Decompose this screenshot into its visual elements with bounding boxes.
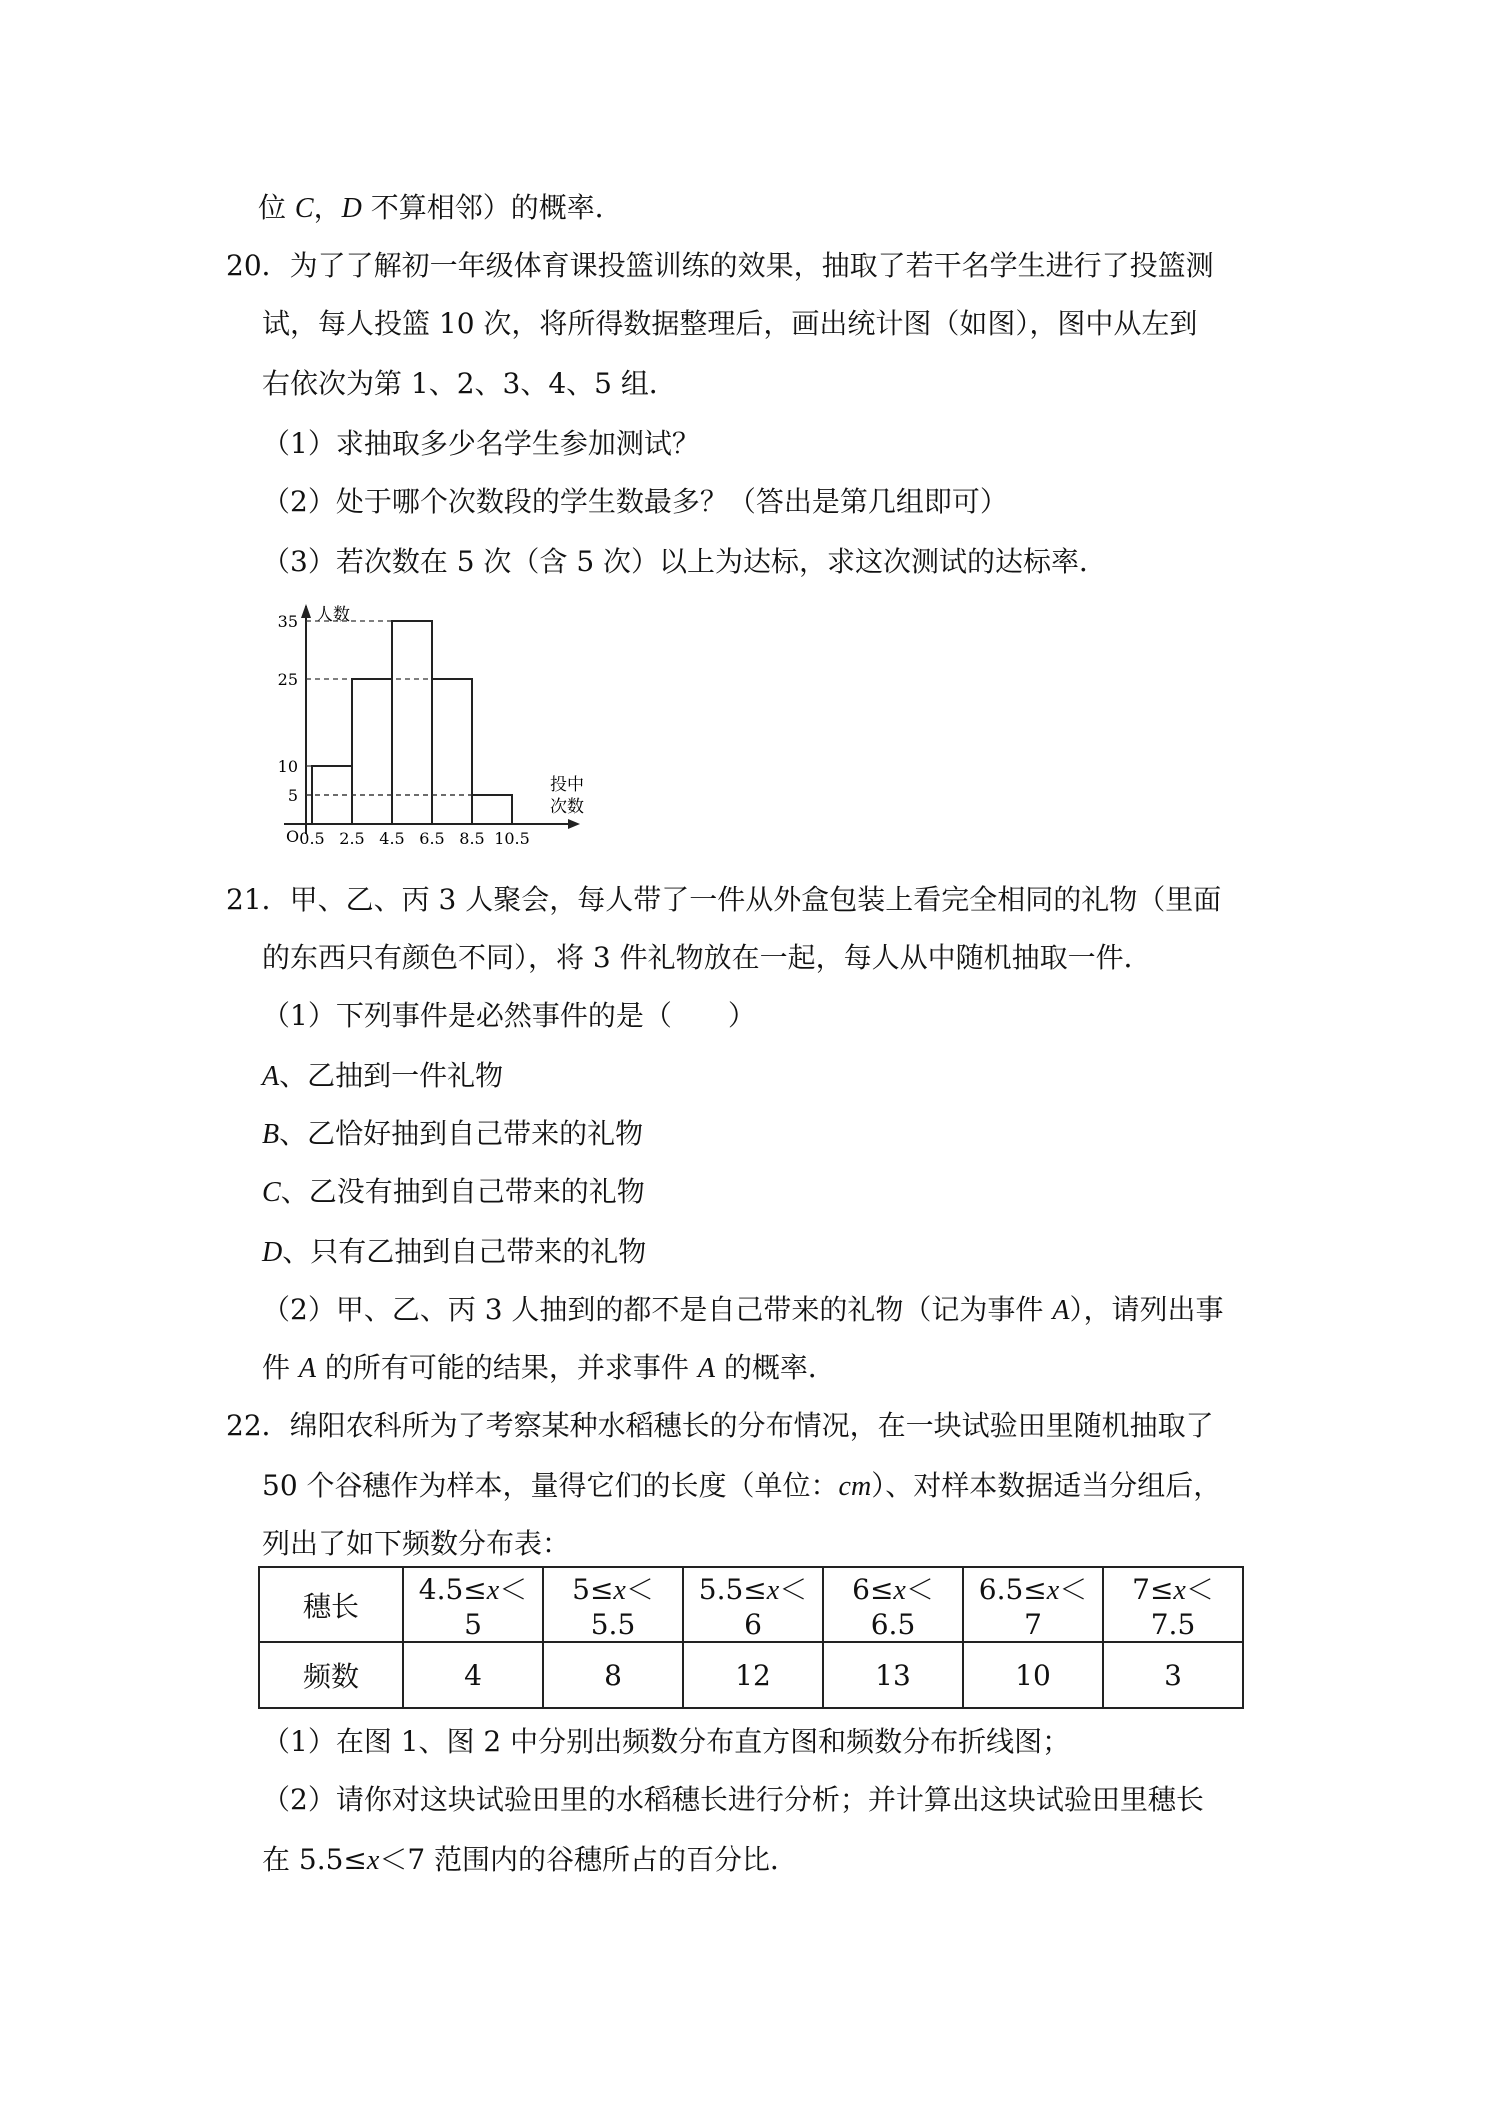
table-cell: 7≤x＜7.5 xyxy=(1103,1567,1243,1642)
question-20-part2: （2）处于哪个次数段的学生数最多？（答出是第几组即可） xyxy=(262,485,1008,518)
option-a: A、乙抽到一件礼物 xyxy=(262,1059,504,1092)
question-20-part1: （1）求抽取多少名学生参加测试？ xyxy=(262,427,700,460)
question-22-part1: （1）在图 1、图 2 中分别出频数分布直方图和频数分布折线图； xyxy=(262,1725,1071,1758)
question-20-stem: 20．为了了解初一年级体育课投篮训练的效果，抽取了若干名学生进行了投篮测 xyxy=(226,249,1214,282)
table-header-cell: 穗长 xyxy=(259,1567,403,1642)
x-axis-arrow xyxy=(568,819,580,829)
question-21-part1: （1）下列事件是必然事件的是（ ） xyxy=(262,999,756,1032)
question-22-stem-line2: 50 个谷穗作为样本，量得它们的长度（单位：cm）、对样本数据适当分组后， xyxy=(262,1469,1222,1502)
table-cell: 13 xyxy=(823,1642,963,1708)
x-axis-label: 次数 xyxy=(550,797,584,817)
option-c: C、乙没有抽到自己带来的礼物 xyxy=(262,1175,645,1208)
option-d: D、只有乙抽到自己带来的礼物 xyxy=(262,1235,647,1268)
question-21-part2-line2: 件 A 的所有可能的结果，并求事件 A 的概率． xyxy=(262,1351,836,1384)
x-tick-label: 2.5 xyxy=(339,829,365,848)
table-cell: 5≤x＜5.5 xyxy=(543,1567,683,1642)
x-tick-label: 10.5 xyxy=(494,829,530,848)
question-21-stem: 21．甲、乙、丙 3 人聚会，每人带了一件从外盒包装上看完全相同的礼物（里面 xyxy=(226,883,1222,916)
table-row xyxy=(259,1567,1243,1642)
histogram-bar xyxy=(392,621,432,824)
table-cell: 5.5≤x＜6 xyxy=(683,1567,823,1642)
x-tick-label: 0.5 xyxy=(299,829,325,848)
histogram-bar xyxy=(472,795,512,824)
x-tick-label: 6.5 xyxy=(419,829,445,848)
question-20-part3: （3）若次数在 5 次（含 5 次）以上为达标，求这次测试的达标率． xyxy=(262,545,1108,578)
table-cell: 4 xyxy=(403,1642,543,1708)
question-22-stem: 22．绵阳农科所为了考察某种水稻穗长的分布情况，在一块试验田里随机抽取了 xyxy=(226,1409,1214,1442)
option-b: B、乙恰好抽到自己带来的礼物 xyxy=(262,1117,644,1150)
y-tick-label: 25 xyxy=(277,670,298,689)
table-cell: 6≤x＜6.5 xyxy=(823,1567,963,1642)
table-header-cell: 频数 xyxy=(259,1642,403,1708)
y-tick-label: 10 xyxy=(277,757,298,776)
table-cell: 8 xyxy=(543,1642,683,1708)
question-22-stem-line3: 列出了如下频数分布表： xyxy=(262,1527,571,1560)
origin-label: O xyxy=(286,827,300,846)
table-cell: 3 xyxy=(1103,1642,1243,1708)
table-cell: 12 xyxy=(683,1642,823,1708)
y-axis-arrow xyxy=(301,604,311,618)
question-20-stem-line2: 试，每人投篮 10 次，将所得数据整理后，画出统计图（如图），图中从左到 xyxy=(262,307,1198,340)
question-22-part3: 在 5.5≤x＜7 范围内的谷穗所占的百分比． xyxy=(262,1843,799,1876)
x-tick-label: 8.5 xyxy=(459,829,485,848)
y-tick-label: 5 xyxy=(287,786,298,805)
table-cell: 6.5≤x＜7 xyxy=(963,1567,1103,1642)
table-cell: 4.5≤x＜5 xyxy=(403,1567,543,1642)
y-tick-label: 35 xyxy=(277,612,298,631)
question-21-stem-line2: 的东西只有颜色不同），将 3 件礼物放在一起，每人从中随机抽取一件． xyxy=(262,941,1152,974)
x-tick-label: 4.5 xyxy=(379,829,405,848)
y-axis-label: 人数 xyxy=(316,605,350,625)
histogram-chart xyxy=(256,592,596,858)
table-cell: 10 xyxy=(963,1642,1103,1708)
x-axis-label: 投中 xyxy=(550,775,584,795)
histogram-bar xyxy=(432,679,472,824)
question-22-part2: （2）请你对这块试验田里的水稻穗长进行分析；并计算出这块试验田里穗长 xyxy=(262,1783,1204,1816)
frequency-table xyxy=(258,1566,1244,1709)
question-21-part2: （2）甲、乙、丙 3 人抽到的都不是自己带来的礼物（记为事件 A），请列出事 xyxy=(262,1293,1224,1326)
question-20-stem-line3: 右依次为第 1、2、3、4、5 组． xyxy=(262,367,677,400)
text-line: 位 C，D 不算相邻）的概率． xyxy=(258,191,623,224)
histogram-bar xyxy=(352,679,392,824)
table-row xyxy=(259,1642,1243,1708)
